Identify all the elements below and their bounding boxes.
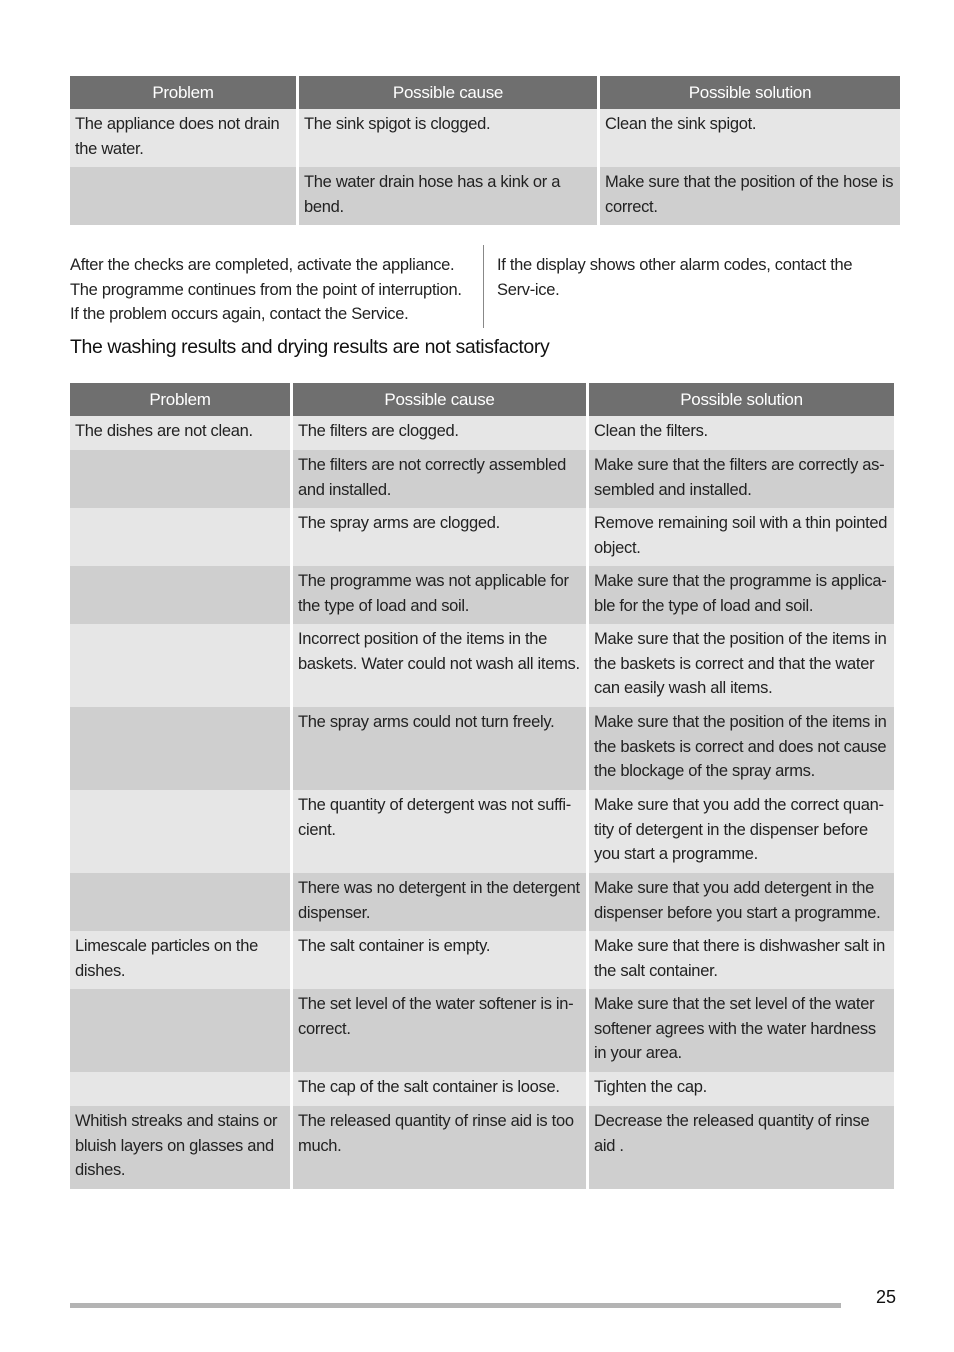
table-row	[70, 167, 900, 225]
cell-cause: The spray arms could not turn freely.	[293, 707, 586, 790]
cell-problem: The appliance does not drain the water.	[70, 109, 296, 167]
washing-results-table	[67, 383, 897, 1189]
table-row	[70, 707, 894, 790]
cell-problem	[70, 508, 290, 566]
cell-problem	[70, 450, 290, 508]
note-right: If the display shows other alarm codes, contact the Serv-ice.	[497, 256, 853, 299]
cell-solution: Make sure that the position of the items in the baskets is correct and does not cause the blockage of the spray arms.	[589, 707, 894, 790]
cell-problem	[70, 707, 290, 790]
note-left	[70, 253, 472, 327]
drain-problem-table	[67, 76, 903, 225]
table-row	[70, 1072, 894, 1106]
table-row	[70, 989, 894, 1072]
table-row	[70, 873, 894, 931]
cell-solution: Make sure that the position of the hose is correct.	[600, 167, 900, 225]
table-row	[70, 450, 894, 508]
cell-cause: The filters are clogged.	[293, 416, 586, 450]
cell-problem	[70, 989, 290, 1072]
table-header-row	[70, 383, 894, 416]
cell-cause: Incorrect position of the items in the baskets. Water could not wash all items.	[293, 624, 586, 707]
table-row	[70, 416, 894, 450]
cell-problem	[70, 873, 290, 931]
column-divider	[483, 245, 484, 328]
cell-cause: The programme was not applicable for the type of load and soil.	[293, 566, 586, 624]
cell-problem: Whitish streaks and stains or bluish layers on glasses and dishes.	[70, 1106, 290, 1189]
cell-cause: There was no detergent in the detergent dispenser.	[293, 873, 586, 931]
cell-cause: The water drain hose has a kink or a bend.	[299, 167, 597, 225]
table-row	[70, 1106, 894, 1189]
header-possible-solution: Possible solution	[589, 383, 894, 416]
header-possible-cause: Possible cause	[293, 383, 586, 416]
table-row	[70, 566, 894, 624]
page-number: 25	[876, 1287, 897, 1307]
cell-cause: The cap of the salt container is loose.	[293, 1072, 586, 1106]
cell-solution: Remove remaining soil with a thin pointed object.	[589, 508, 894, 566]
table-row	[70, 790, 894, 873]
cell-cause: The released quantity of rinse aid is too much.	[293, 1106, 586, 1189]
cell-solution: Clean the sink spigot.	[600, 109, 900, 167]
cell-solution: Make sure that the filters are correctly as-sembled and installed.	[589, 450, 894, 508]
footer-rule	[70, 1303, 841, 1308]
header-problem: Problem	[70, 383, 290, 416]
cell-problem: Limescale particles on the dishes.	[70, 931, 290, 989]
section-heading: The washing results and drying results are not satisfactory	[70, 336, 550, 358]
cell-cause: The quantity of detergent was not suffi-cient.	[293, 790, 586, 873]
header-problem: Problem	[70, 76, 296, 109]
cell-problem	[70, 566, 290, 624]
note-left-text: After the checks are completed, activate the appliance. The programme continues from the point of interruption.	[70, 256, 462, 299]
cell-solution: Make sure that you add detergent in the dispenser before you start a programme.	[589, 873, 894, 931]
table-row	[70, 624, 894, 707]
table-row	[70, 931, 894, 989]
cell-solution: Make sure that the set level of the water softener agrees with the water hardness in your area.	[589, 989, 894, 1072]
cell-solution: Make sure that the position of the items in the baskets is correct and that the water can easily wash all items.	[589, 624, 894, 707]
cell-problem	[70, 790, 290, 873]
table-header-row	[70, 76, 900, 109]
cell-problem: The dishes are not clean.	[70, 416, 290, 450]
cell-solution: Decrease the released quantity of rinse aid .	[589, 1106, 894, 1189]
header-possible-cause: Possible cause	[299, 76, 597, 109]
header-possible-solution: Possible solution	[600, 76, 900, 109]
cell-problem	[70, 1072, 290, 1106]
cell-solution: Clean the filters.	[589, 416, 894, 450]
cell-cause: The set level of the water softener is in-correct.	[293, 989, 586, 1072]
cell-cause: The filters are not correctly assembled and installed.	[293, 450, 586, 508]
cell-solution: Make sure that there is dishwasher salt in the salt container.	[589, 931, 894, 989]
cell-solution: Tighten the cap.	[589, 1072, 894, 1106]
table-row	[70, 109, 900, 167]
cell-solution: Make sure that you add the correct quan-tity of detergent in the dispenser before you start a programme.	[589, 790, 894, 873]
cell-cause: The spray arms are clogged.	[293, 508, 586, 566]
cell-problem	[70, 167, 296, 225]
table-row	[70, 508, 894, 566]
cell-cause: The sink spigot is clogged.	[299, 109, 597, 167]
note-left-text-2: If the problem occurs again, contact the Service.	[70, 305, 409, 323]
cell-cause: The salt container is empty.	[293, 931, 586, 989]
cell-solution: Make sure that the programme is applica-ble for the type of load and soil.	[589, 566, 894, 624]
cell-problem	[70, 624, 290, 707]
